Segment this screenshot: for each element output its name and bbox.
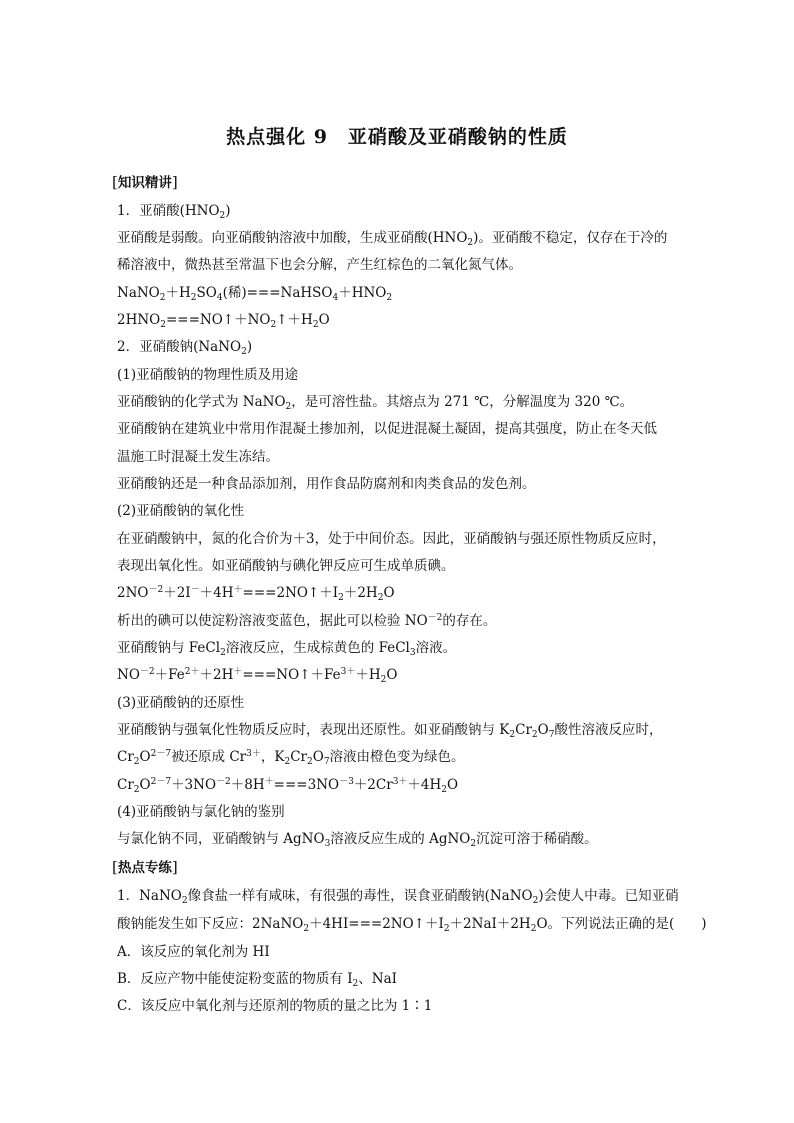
option-c: C．该反应中氧化剂与还原剂的物质的量之比为 1∶1 bbox=[117, 998, 433, 1014]
question-line: 酸钠能发生如下反应：$2NaNO_2+4HI===2NO↑+I_2+2NaI+2H_2O$。下列说法正确的是( ) bbox=[117, 916, 707, 934]
equation-line: $2HNO_2===NO↑+NO_2↑+H_2O$ bbox=[117, 312, 330, 330]
text-line: 亚硝酸是弱酸。向亚硝酸钠溶液中加酸，生成亚硝酸$(HNO_2)$。亚硝酸不稳定，仅存在于冷的 bbox=[117, 230, 668, 248]
option-a: A．该反应的氧化剂为 HI bbox=[117, 944, 270, 960]
text-line: 亚硝酸钠与强氧化性物质反应时，表现出还原性。如亚硝酸钠与 $K_2Cr_2O_7$酸性溶液反应时， bbox=[117, 722, 663, 740]
equation-line: $Cr_2O^{2-7}+3NO^{-2}+8H^+===3NO^{-3}+2Cr^{3+}+4H_2O$ bbox=[117, 777, 459, 795]
text-line: (4)亚硝酸钠与氯化钠的鉴别 bbox=[117, 804, 285, 820]
text-line: $Cr_2O^{2-7}$被还原成 $Cr^{3+}$，$K_2Cr_2O_7$溶液由橙色变为绿色。 bbox=[117, 749, 465, 767]
text-line: 亚硝酸钠还是一种食品添加剂，用作食品防腐剂和肉类食品的发色剂。 bbox=[117, 476, 536, 492]
text-line: 亚硝酸钠在建筑业中常用作混凝土掺加剂，以促进混凝土凝固，提高其强度，防止在冬天低 bbox=[117, 421, 657, 437]
equation-line: $NaNO_2+H_2SO_4$(稀)$===NaHSO_4+HNO_2$ bbox=[117, 285, 393, 303]
option-b: B．反应产物中能使淀粉变蓝的物质有 $I_2$、NaI bbox=[117, 971, 397, 989]
text-line: (3)亚硝酸钠的还原性 bbox=[117, 695, 245, 711]
text-line: 表现出氧化性。如亚硝酸钠与碘化钾反应可生成单质碘。 bbox=[117, 558, 455, 574]
text-line: (1)亚硝酸钠的物理性质及用途 bbox=[117, 367, 299, 383]
question-line: 1．NaNO$_2$像食盐一样有咸味，有很强的毒性，误食亚硝酸钠(NaNO$_2$)会使人中毒。已知亚硝 bbox=[117, 888, 679, 906]
page-title: 热点强化 9 亚硝酸及亚硝酸钠的性质 bbox=[226, 126, 568, 148]
text-line: 亚硝酸钠的化学式为 NaNO$_2$，是可溶性盐。其熔点为 271 ℃，分解温度为 320 ℃。 bbox=[117, 394, 634, 412]
text-line: (2)亚硝酸钠的氧化性 bbox=[117, 503, 245, 519]
equation-line: $NO^{-2}+Fe^{2+}+2H^+===NO↑+Fe^{3+}+H_2O$ bbox=[117, 667, 398, 685]
text-line: 2．亚硝酸钠(NaNO$_2$) bbox=[117, 339, 253, 357]
text-line: 温施工时混凝土发生冻结。 bbox=[117, 449, 279, 465]
text-line: 亚硝酸钠与 FeCl$_2$溶液反应，生成棕黄色的 FeCl$_3$溶液。 bbox=[117, 640, 457, 658]
text-line: 析出的碘可以使淀粉溶液变蓝色，据此可以检验 $NO^{-2}$的存在。 bbox=[117, 613, 497, 629]
equation-line: $2NO^{-2}+2I^-+4H^+===2NO↑+I_2+2H_2O$ bbox=[117, 585, 395, 603]
text-line: 与氯化钠不同，亚硝酸钠与 AgNO$_3$溶液反应生成的 AgNO$_2$沉淀可溶于稀硝酸。 bbox=[117, 831, 598, 849]
section-header-practice: [热点专练] bbox=[112, 858, 178, 876]
text-line: 1．亚硝酸$(HNO_2)$ bbox=[117, 203, 231, 221]
text-line: 在亚硝酸钠中，氮的化合价为＋3，处于中间价态。因此，亚硝酸钠与强还原性物质反应时， bbox=[117, 531, 666, 547]
section-header-knowledge: [知识精讲] bbox=[112, 173, 178, 191]
text-line: 稀溶液中，微热甚至常温下也会分解，产生红棕色的二氧化氮气体。 bbox=[117, 257, 522, 273]
